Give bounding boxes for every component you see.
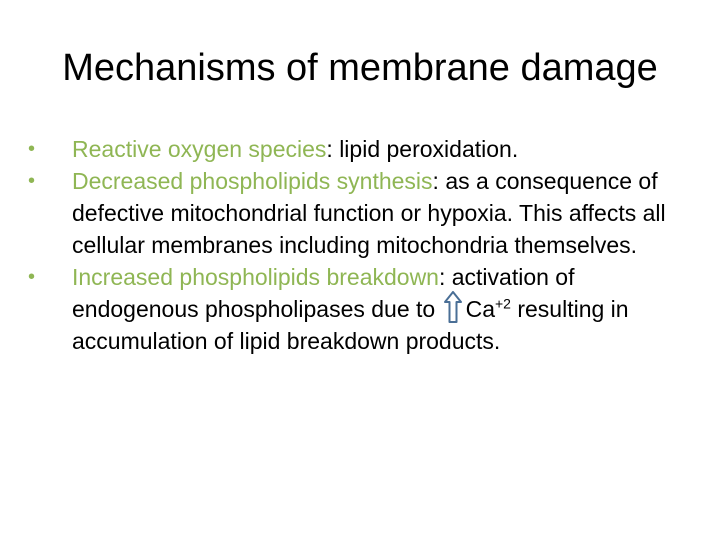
ion-symbol: Ca [465,296,495,322]
bullet-term: Decreased phospholipids synthesis [72,168,433,194]
up-arrow-icon [444,293,462,323]
bullet-list [28,133,698,357]
bullet-text: : as a consequence of defective mitochondrial function or hypoxia. This affects all cellular membranes including mitochondria themselves. [72,168,666,258]
bullet-item-increased-breakdown [28,261,698,357]
bullet-text: : lipid peroxidation. [326,136,519,162]
ion-charge: +2 [495,295,511,312]
bullet-text-continued: resulting in accumulation of lipid breakdown products. [72,296,629,354]
slide-title: Mechanisms of membrane damage [62,47,658,89]
bullet-dot-icon: • [28,170,36,192]
bullet-item-reactive-oxygen [28,133,698,165]
bullet-dot-icon: • [28,266,36,288]
bullet-term: Increased phospholipids breakdown [72,264,439,290]
bullet-item-decreased-synthesis [28,165,698,261]
bullet-term: Reactive oxygen species [72,136,327,162]
bullet-text: : activation of endogenous phospholipases due to [72,264,575,322]
bullet-dot-icon: • [28,138,36,160]
